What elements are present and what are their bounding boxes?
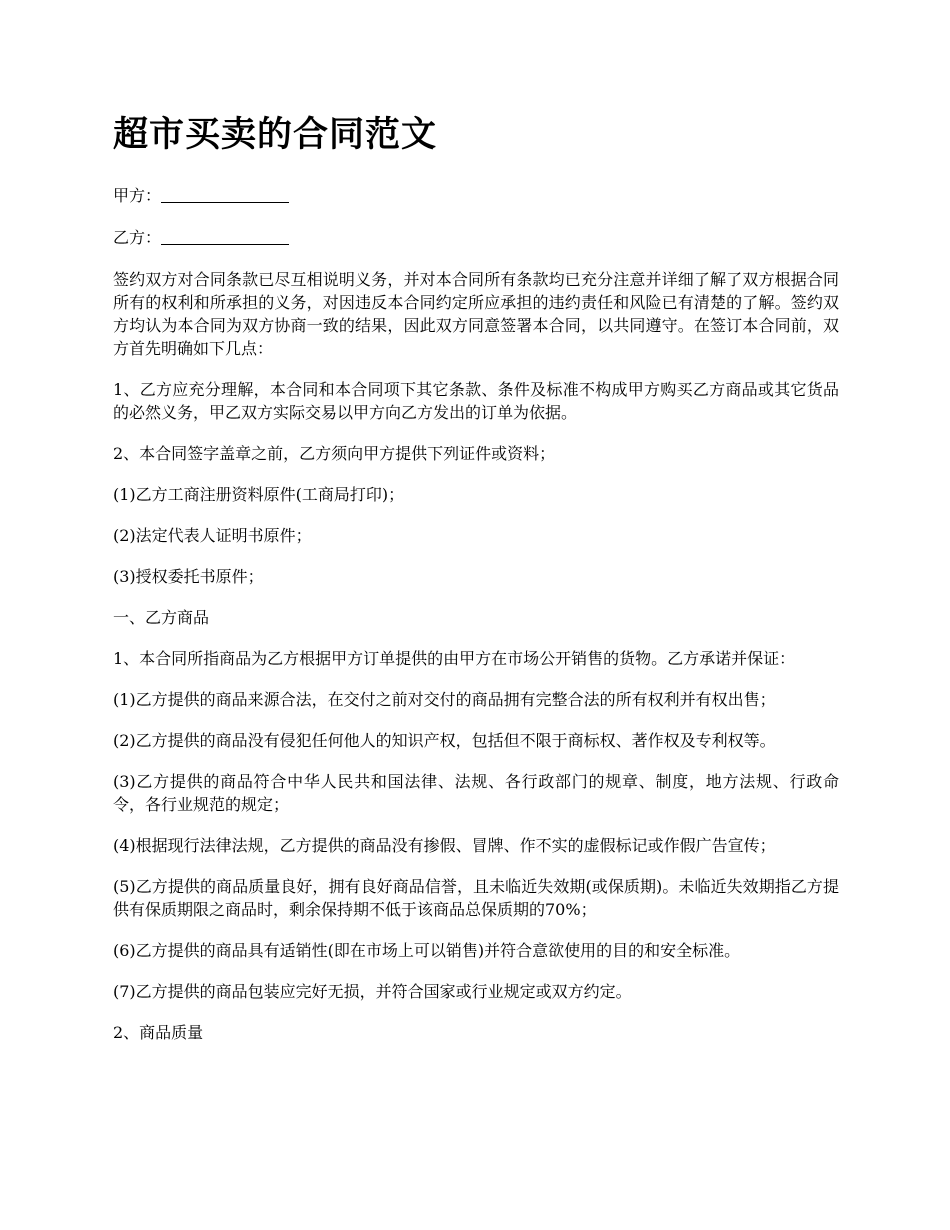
clause-paragraph: 2、本合同签字盖章之前，乙方须向甲方提供下列证件或资料； [113,444,556,463]
party-b-blank [161,228,289,245]
preamble-paragraph: 签约双方对合同条款已尽互相说明义务，并对本合同所有条款均已充分注意并详细了解了双方根据合同所有的权利和所承担的义务，对因违反本合同约定所应承担的违约责任和风险已有清楚的了解。签约双方均认为本合同为双方协商一致的结果，因此双方同意签署本合同，以共同遵守。在签订本合同前，双方首先明确如下几点： [113,270,839,358]
section-heading: 一、乙方商品 [113,608,210,627]
document-list-item: (4)根据现行法律法规，乙方提供的商品没有掺假、冒牌、作不实的虚假标记或作假广告宣传； [113,836,776,855]
document-list-item: (2)法定代表人证明书原件； [113,526,312,545]
document-list-item: (3)授权委托书原件； [113,567,264,586]
document-list-item: (7)乙方提供的商品包装应完好无损，并符合国家或行业规定或双方约定。 [113,982,632,1001]
party-a-blank [161,186,289,203]
document-title: 超市买卖的合同范文 [113,114,438,155]
document-list-item: (3)乙方提供的商品符合中华人民共和国法律、法规、各行政部门的规章、制度，地方法规、行政命令，各行业规范的规定； [113,772,839,814]
party-a-label: 甲方： [113,186,162,205]
document-list-item: (2)乙方提供的商品没有侵犯任何他人的知识产权，包括但不限于商标权、著作权及专利权等。 [113,731,776,750]
document-list-item: (1)乙方工商注册资料原件(工商局打印)； [113,485,405,504]
document-list-item: (6)乙方提供的商品具有适销性(即在市场上可以销售)并符合意欲使用的目的和安全标准。 [113,941,741,960]
party-a-line [113,184,839,207]
party-b-line [113,226,839,249]
party-b-label: 乙方： [113,228,162,247]
document-list-item: (5)乙方提供的商品质量良好，拥有良好商品信誉，且未临近失效期(或保质期)。未临近失效期指乙方提供有保质期限之商品时，剩余保持期不低于该商品总保质期的70%； [113,877,839,919]
clause-paragraph: 1、本合同所指商品为乙方根据甲方订单提供的由甲方在市场公开销售的货物。乙方承诺并保证： [113,649,796,668]
document-page [113,110,839,1062]
document-list-item: (1)乙方提供的商品来源合法，在交付之前对交付的商品拥有完整合法的所有权利并有权出售； [113,690,776,709]
clause-paragraph: 1、乙方应充分理解，本合同和本合同项下其它条款、条件及标准不构成甲方购买乙方商品或其它货品的必然义务，甲乙双方实际交易以甲方向乙方发出的订单为依据。 [113,380,839,422]
subsection-heading: 2、商品质量 [113,1023,204,1042]
